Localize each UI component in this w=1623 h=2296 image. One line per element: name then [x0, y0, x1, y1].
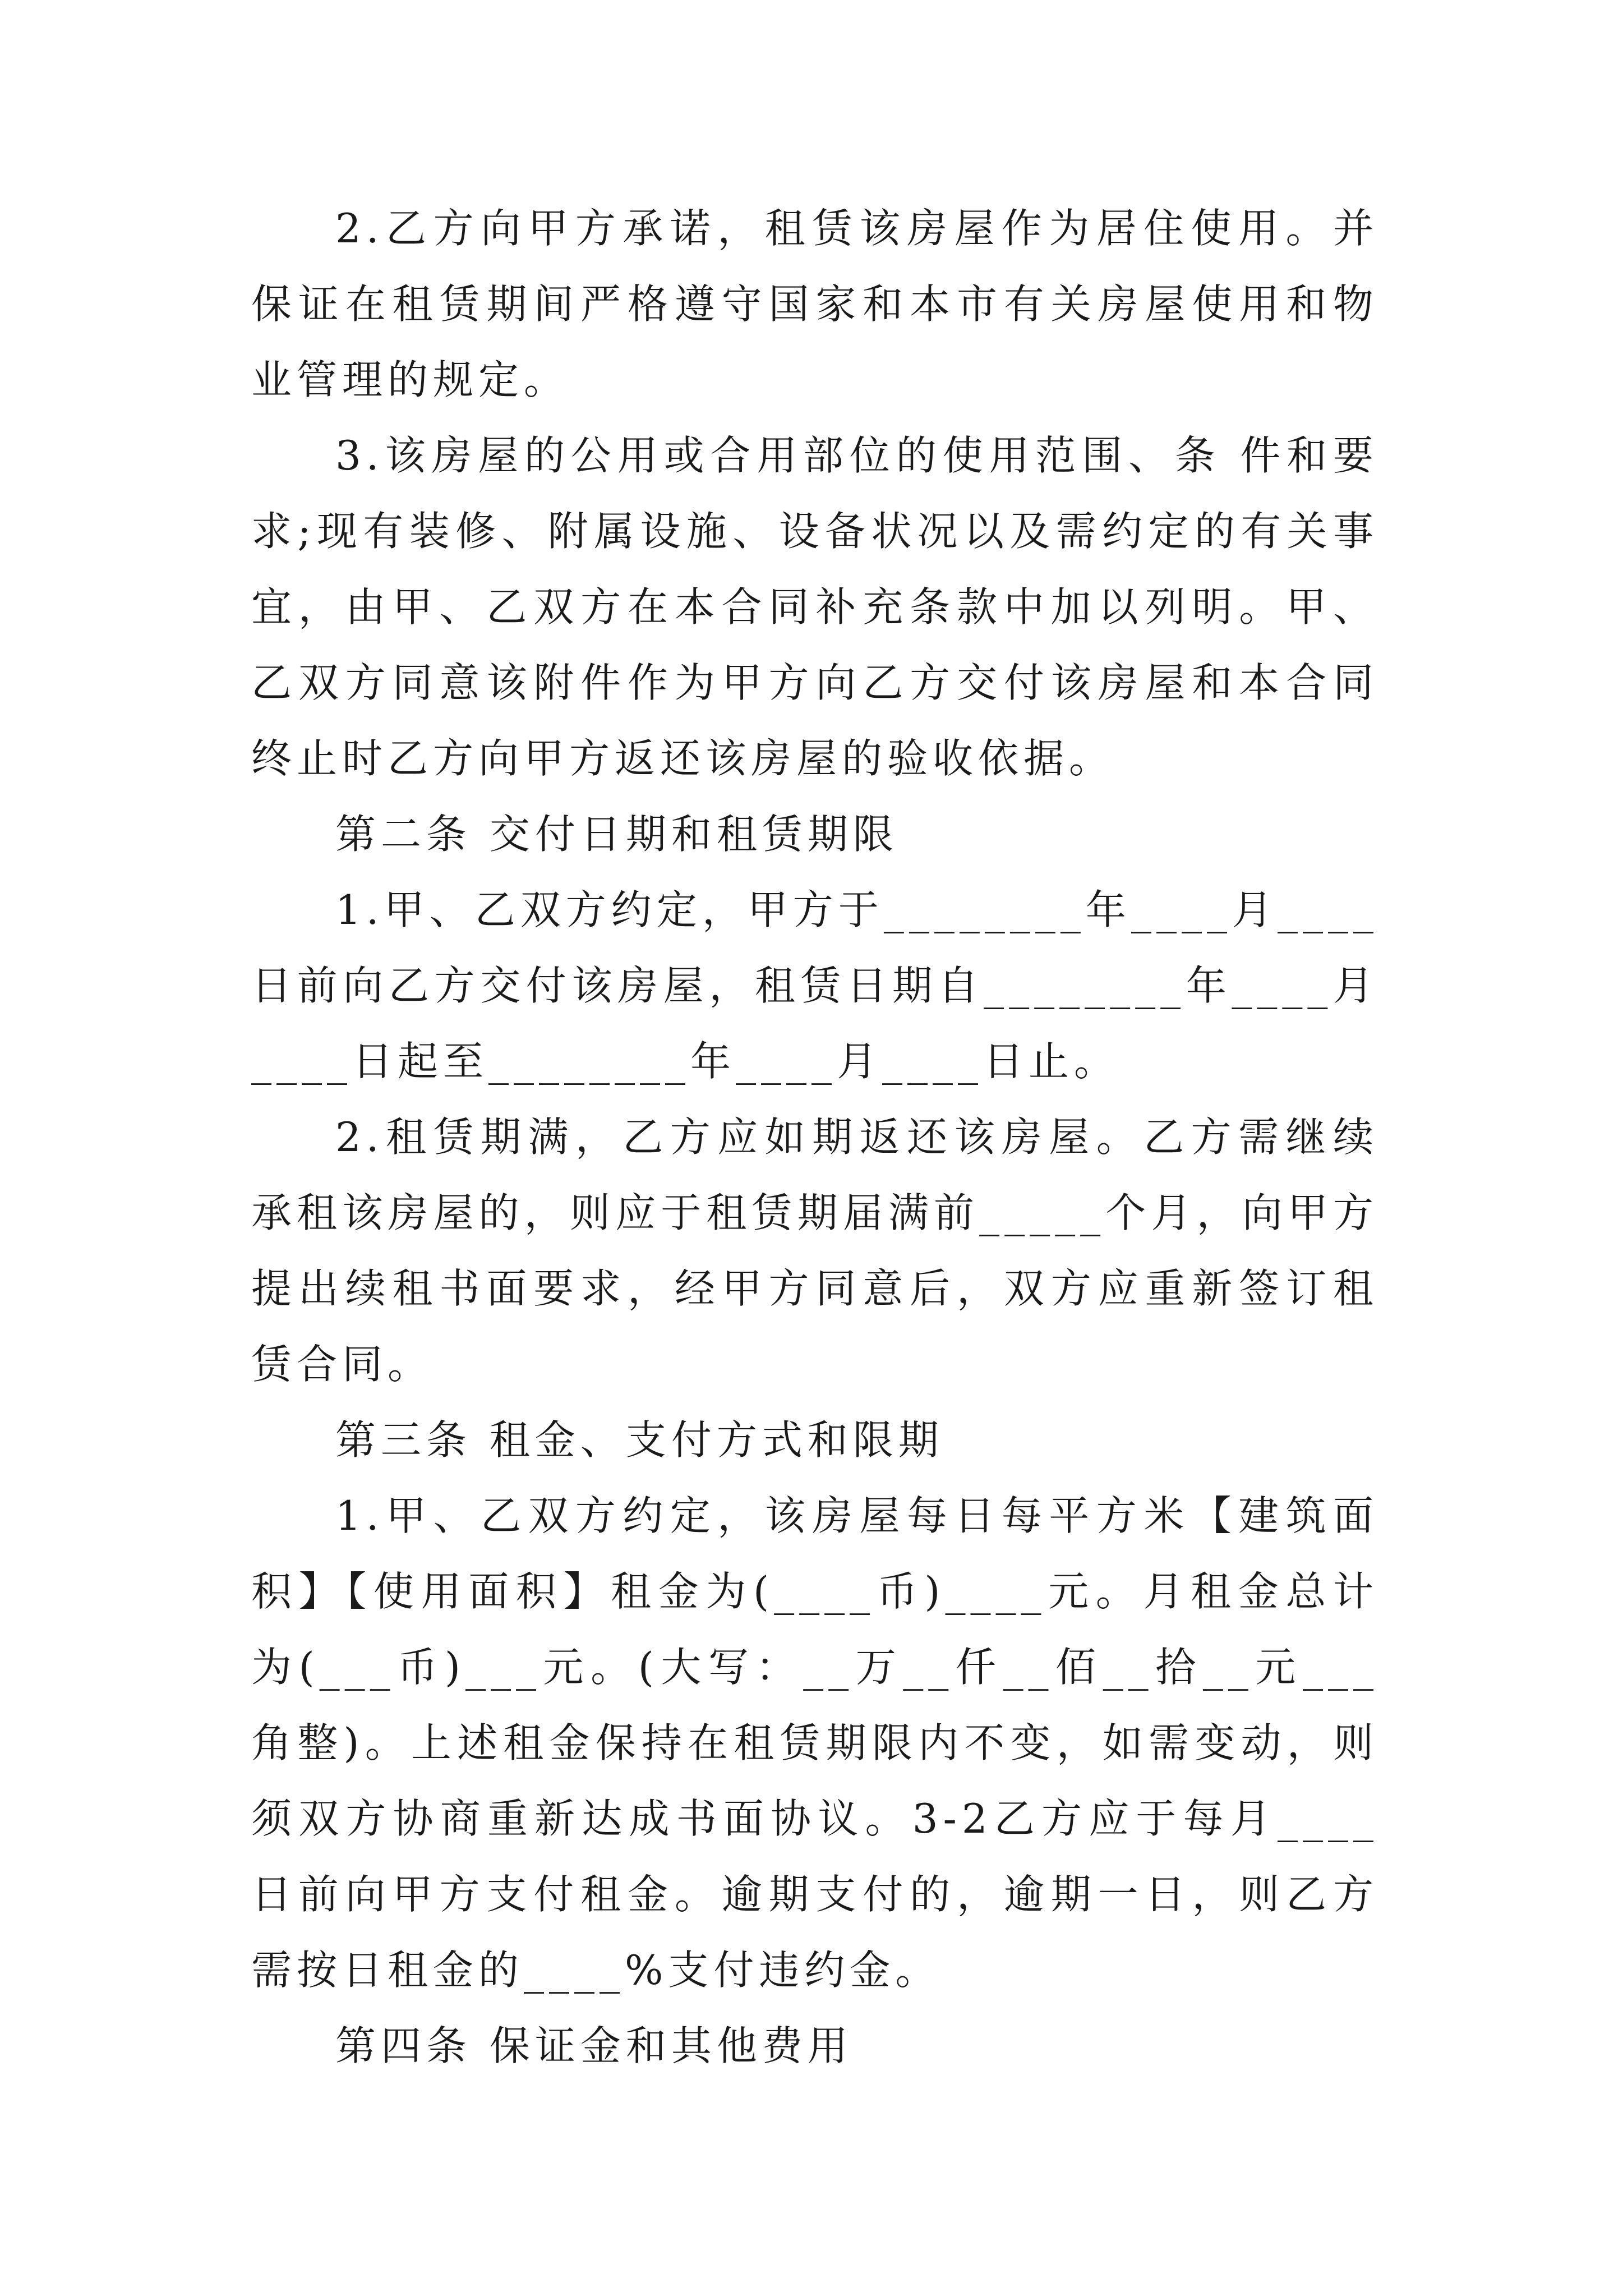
clause-paragraph: 1.甲、乙双方约定，甲方于________年____月____日前向乙方交付该房屋，租赁日期自________年____月____日起至________年____月____日止。	[251, 886, 1378, 1085]
clause-paragraph: 2.乙方向甲方承诺，租赁该房屋作为居住使用。并保证在租赁期间严格遵守国家和本市有关房屋使用和物业管理的规定。	[251, 205, 1378, 403]
article-heading: 第四条 保证金和其他费用	[335, 2022, 853, 2069]
clause-paragraph: 2.租赁期满，乙方应如期返还该房屋。乙方需继续承租该房屋的，则应于租赁期届满前_____个月，向甲方提出续租书面要求，经甲方同意后，双方应重新签订租赁合同。	[251, 1114, 1378, 1388]
article-heading: 第三条 租金、支付方式和限期	[335, 1416, 944, 1464]
article-heading: 第二条 交付日期和租赁期限	[335, 811, 898, 858]
clause-paragraph: 1.甲、乙双方约定，该房屋每日每平方米【建筑面积】【使用面积】租金为(____币)____元。月租金总计为(___币)___元。(大写：__万__仟__佰__拾__元___角整)。上述租金保持在租赁期限内不变，如需变动，则须双方协商重新达成书面协议。3-2乙方应于每月____日前向甲方支付租金。逾期支付的，逾期一日，则乙方需按日租金的____%支付违约金。	[251, 1492, 1378, 1994]
clause-paragraph: 3.该房屋的公用或合用部位的使用范围、条 件和要求;现有装修、附属设施、设备状况以及需约定的有关事宜，由甲、乙双方在本合同补充条款中加以列明。甲、乙双方同意该附件作为甲方向乙方交付该房屋和本合同终止时乙方向甲方返还该房屋的验收依据。	[251, 432, 1378, 782]
contract-text	[251, 191, 1378, 2084]
